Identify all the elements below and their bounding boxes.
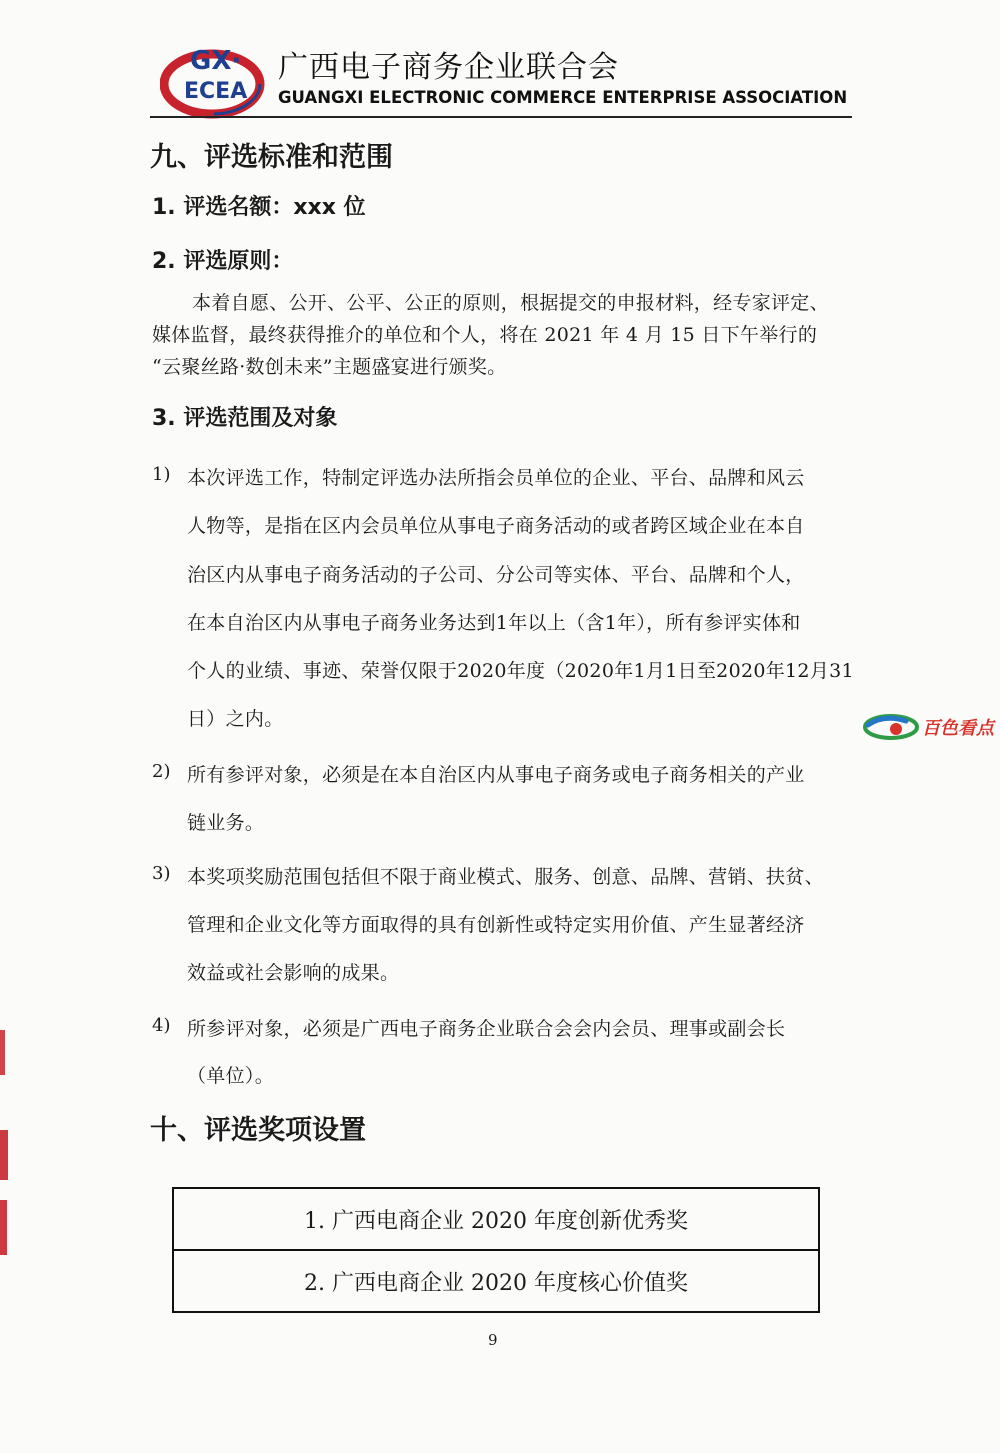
section9-title: 九、评选标准和范围	[150, 142, 393, 173]
item-1-line: 个人的业绩、事迹、荣誉仅限于2020年度（2020年1月1日至2020年12月31	[187, 660, 854, 682]
award-row: 2. 广西电商企业 2020 年度核心价值奖	[304, 1270, 688, 1296]
page-number: 9	[488, 1331, 498, 1349]
principle-line-2: 媒体监督，最终获得推介的单位和个人，将在 2021 年 4 月 15 日下午举行的	[152, 324, 818, 346]
section9-sub2-title: 2. 评选原则：	[152, 249, 294, 274]
item-3-line: 效益或社会影响的成果。	[187, 962, 400, 984]
item-2-line: 链业务。	[187, 812, 265, 834]
item-1-line: 在本自治区内从事电子商务业务达到1年以上（含1年），所有参评实体和	[187, 612, 801, 634]
org-name-en: GUANGXI ELECTRONIC COMMERCE ENTERPRISE ASSOCIATION	[278, 88, 848, 107]
watermark-text: 百色看点	[922, 718, 994, 739]
item-1-line: 日）之内。	[187, 708, 284, 730]
item-2-number: 2)	[152, 761, 171, 782]
header-divider	[150, 116, 852, 118]
item-1-line: 治区内从事电子商务活动的子公司、分公司等实体、平台、品牌和个人，	[187, 564, 805, 586]
item-1-number: 1)	[152, 464, 171, 485]
item-4-line: （单位）。	[187, 1065, 275, 1087]
section10-title: 十、评选奖项设置	[150, 1115, 366, 1146]
award-row: 1. 广西电商企业 2020 年度创新优秀奖	[174, 1189, 818, 1251]
letterhead	[150, 28, 852, 118]
gxecea-logo	[160, 36, 278, 136]
principle-line-1: 本着自愿、公开、公平、公正的原则，根据提交的申报材料，经专家评定、	[192, 292, 829, 314]
logo-text-bottom: ECEA	[184, 79, 248, 104]
item-3-line: 本奖项奖励范围包括但不限于商业模式、服务、创意、品牌、营销、扶贫、	[187, 866, 824, 888]
section9-sub1-title: 1. 评选名额：xxx 位	[152, 195, 366, 220]
awards-table	[172, 1187, 820, 1313]
item-1-line: 本次评选工作，特制定评选办法所指会员单位的企业、平台、品牌和风云	[187, 467, 805, 489]
watermark	[862, 710, 1000, 744]
item-3-line: 管理和企业文化等方面取得的具有创新性或特定实用价值、产生显著经济	[187, 914, 805, 936]
logo-graphic	[160, 36, 278, 126]
org-name-cn: 广西电子商务企业联合会	[278, 50, 619, 85]
item-4-number: 4)	[152, 1015, 171, 1036]
principle-line-3: “云聚丝路·数创未来”主题盛宴进行颁奖。	[152, 356, 507, 378]
watermark-logo-icon	[862, 712, 920, 742]
item-3-number: 3)	[152, 863, 171, 884]
section9-sub3-title: 3. 评选范围及对象	[152, 406, 338, 431]
item-2-line: 所有参评对象，必须是在本自治区内从事电子商务或电子商务相关的产业	[187, 764, 805, 786]
stamp-edge-mark	[0, 1030, 12, 1255]
item-4-line: 所参评对象，必须是广西电子商务企业联合会会内会员、理事或副会长	[187, 1018, 786, 1040]
logo-text-top: GX·	[190, 46, 242, 76]
item-1-line: 人物等，是指在区内会员单位从事电子商务活动的或者跨区域企业在本自	[187, 515, 805, 537]
